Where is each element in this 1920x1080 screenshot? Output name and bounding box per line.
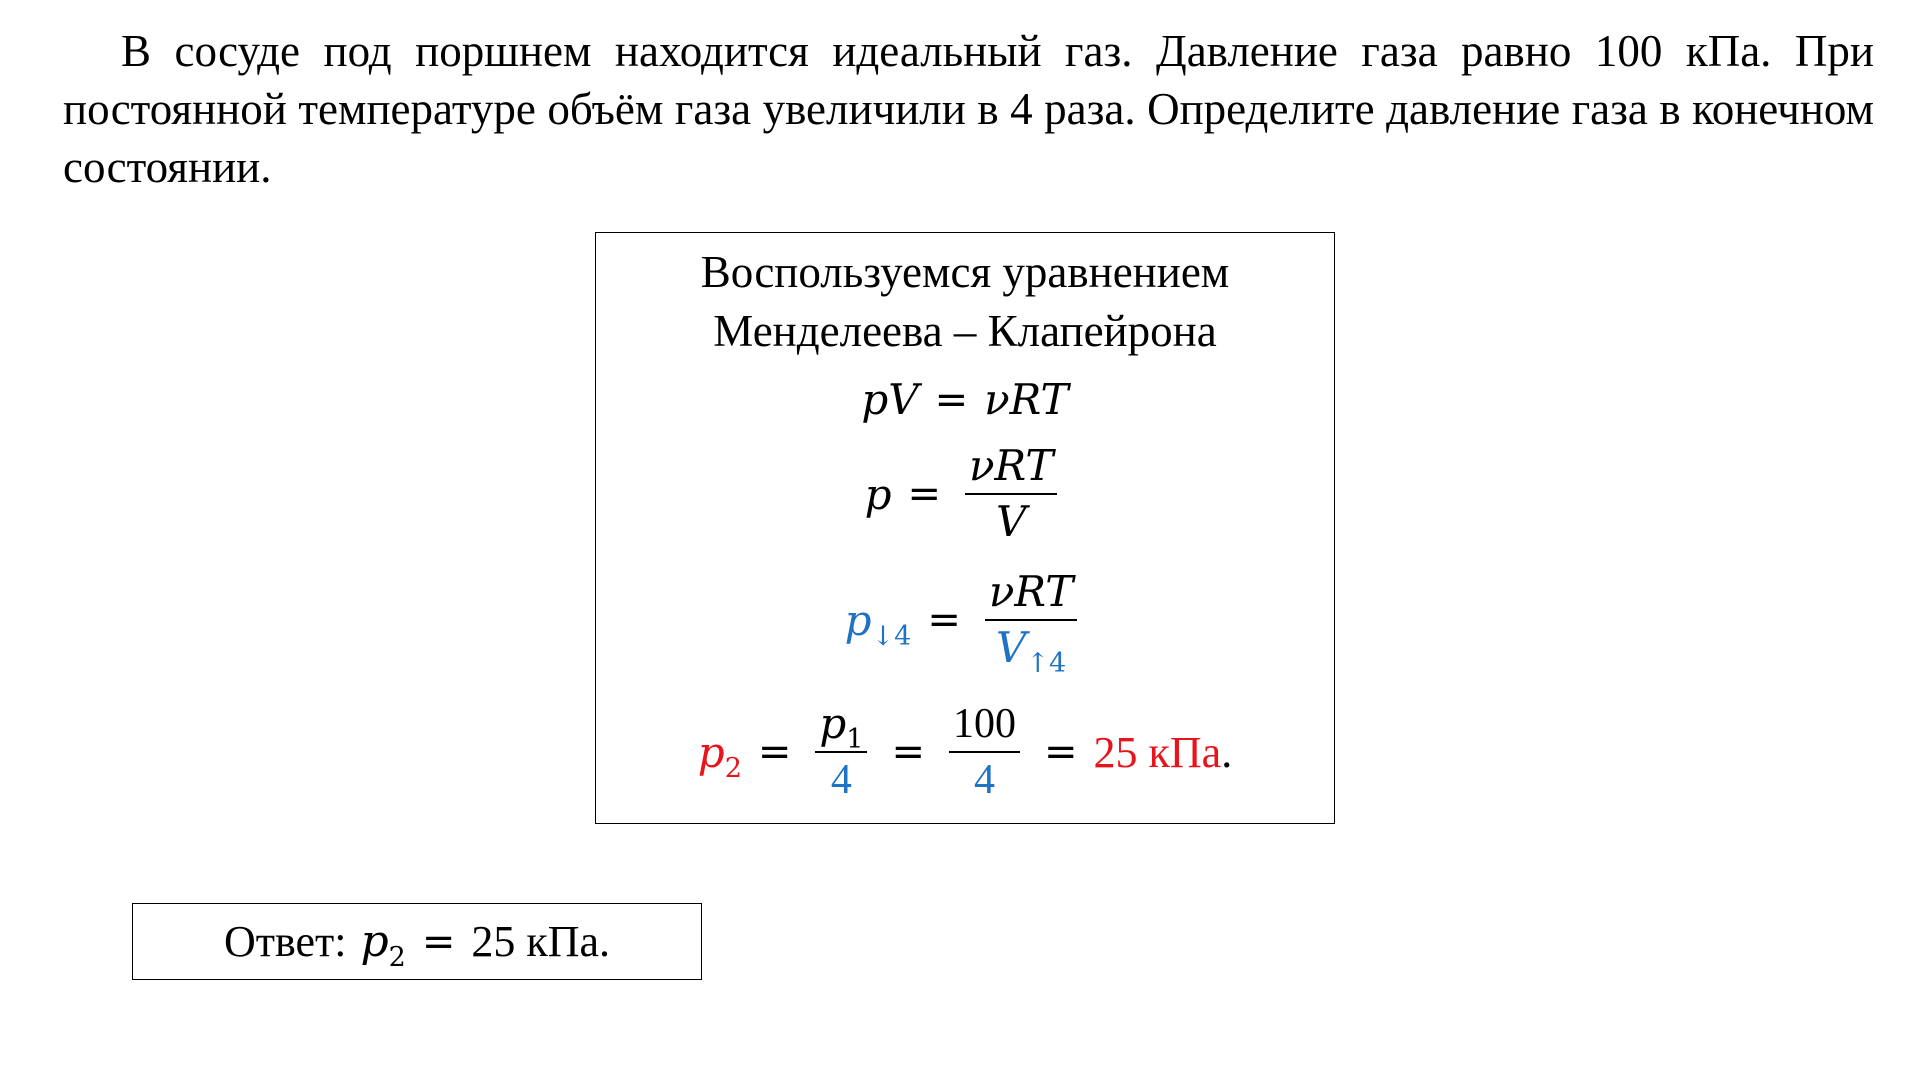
answer-box [132,903,702,980]
equation-proportion [596,567,1334,679]
eq4-equals-3: = [1043,729,1078,775]
equation-result [596,699,1334,803]
eq1-equals: = [934,376,969,423]
eq3-numerator: νRT [985,571,1077,621]
eq3-equals: = [927,597,961,643]
eq3-left-var: p [844,595,872,645]
eq2-denominator: V [996,497,1027,546]
answer-variable-name: p [360,916,389,967]
eq3-left-sub: ↓4 [871,620,912,652]
eq4-frac2-numerator: 100 [949,703,1020,753]
solution-box [595,232,1335,824]
eq4-equals-2: = [891,729,925,775]
eq2-numerator: νRT [965,445,1057,495]
eq4-frac1-numerator-var: p [819,699,847,748]
eq4-left [697,727,742,784]
eq2-equals: = [907,471,941,517]
eq4-frac2-denominator: 4 [973,757,995,803]
eq4-frac1-numerator-sub: 1 [846,724,864,755]
eq3-denominator-sub: ↑4 [1026,648,1067,679]
answer-variable-sub: 2 [388,942,406,973]
eq4-frac1-numerator [815,699,867,755]
eq3-denominator [992,621,1070,679]
eq2-left: p [864,469,892,519]
solution-heading-line-2: Менделеева – Клапейрона [713,306,1217,356]
eq1-right: νRT [984,375,1069,424]
answer-equals: = [421,918,456,965]
eq4-result: 25 кПа [1093,727,1222,777]
eq3-denominator-var: V [996,623,1027,672]
eq4-equals-1: = [757,729,792,775]
eq3-fraction [985,567,1077,679]
eq4-left-sub: 2 [724,752,742,784]
solution-heading-line-1: Воспользуемся уравнением [700,247,1230,297]
eq3-left [844,595,912,652]
solution-heading [596,243,1334,361]
eq4-left-var: p [697,727,725,777]
answer-value: 25 кПа. [471,917,611,966]
equation-ideal-gas-law [596,375,1334,424]
problem-statement: В сосуде под поршнем находится идеальный газ. Давление газа равно 100 кПа. При постоянной температуре объём газа увеличили в 4 раза. Определите давление газа в конечном состоянии. [63,26,1874,192]
eq1-left: pV [861,375,919,424]
eq4-period: . [1221,727,1233,777]
eq4-frac1-denominator: 4 [830,757,852,803]
eq2-fraction [965,441,1057,546]
answer-variable [360,916,406,973]
equation-pressure [596,441,1334,546]
eq4-fraction-2 [949,703,1020,801]
answer-label: Ответ: [223,917,347,966]
eq4-fraction-1 [815,699,867,803]
